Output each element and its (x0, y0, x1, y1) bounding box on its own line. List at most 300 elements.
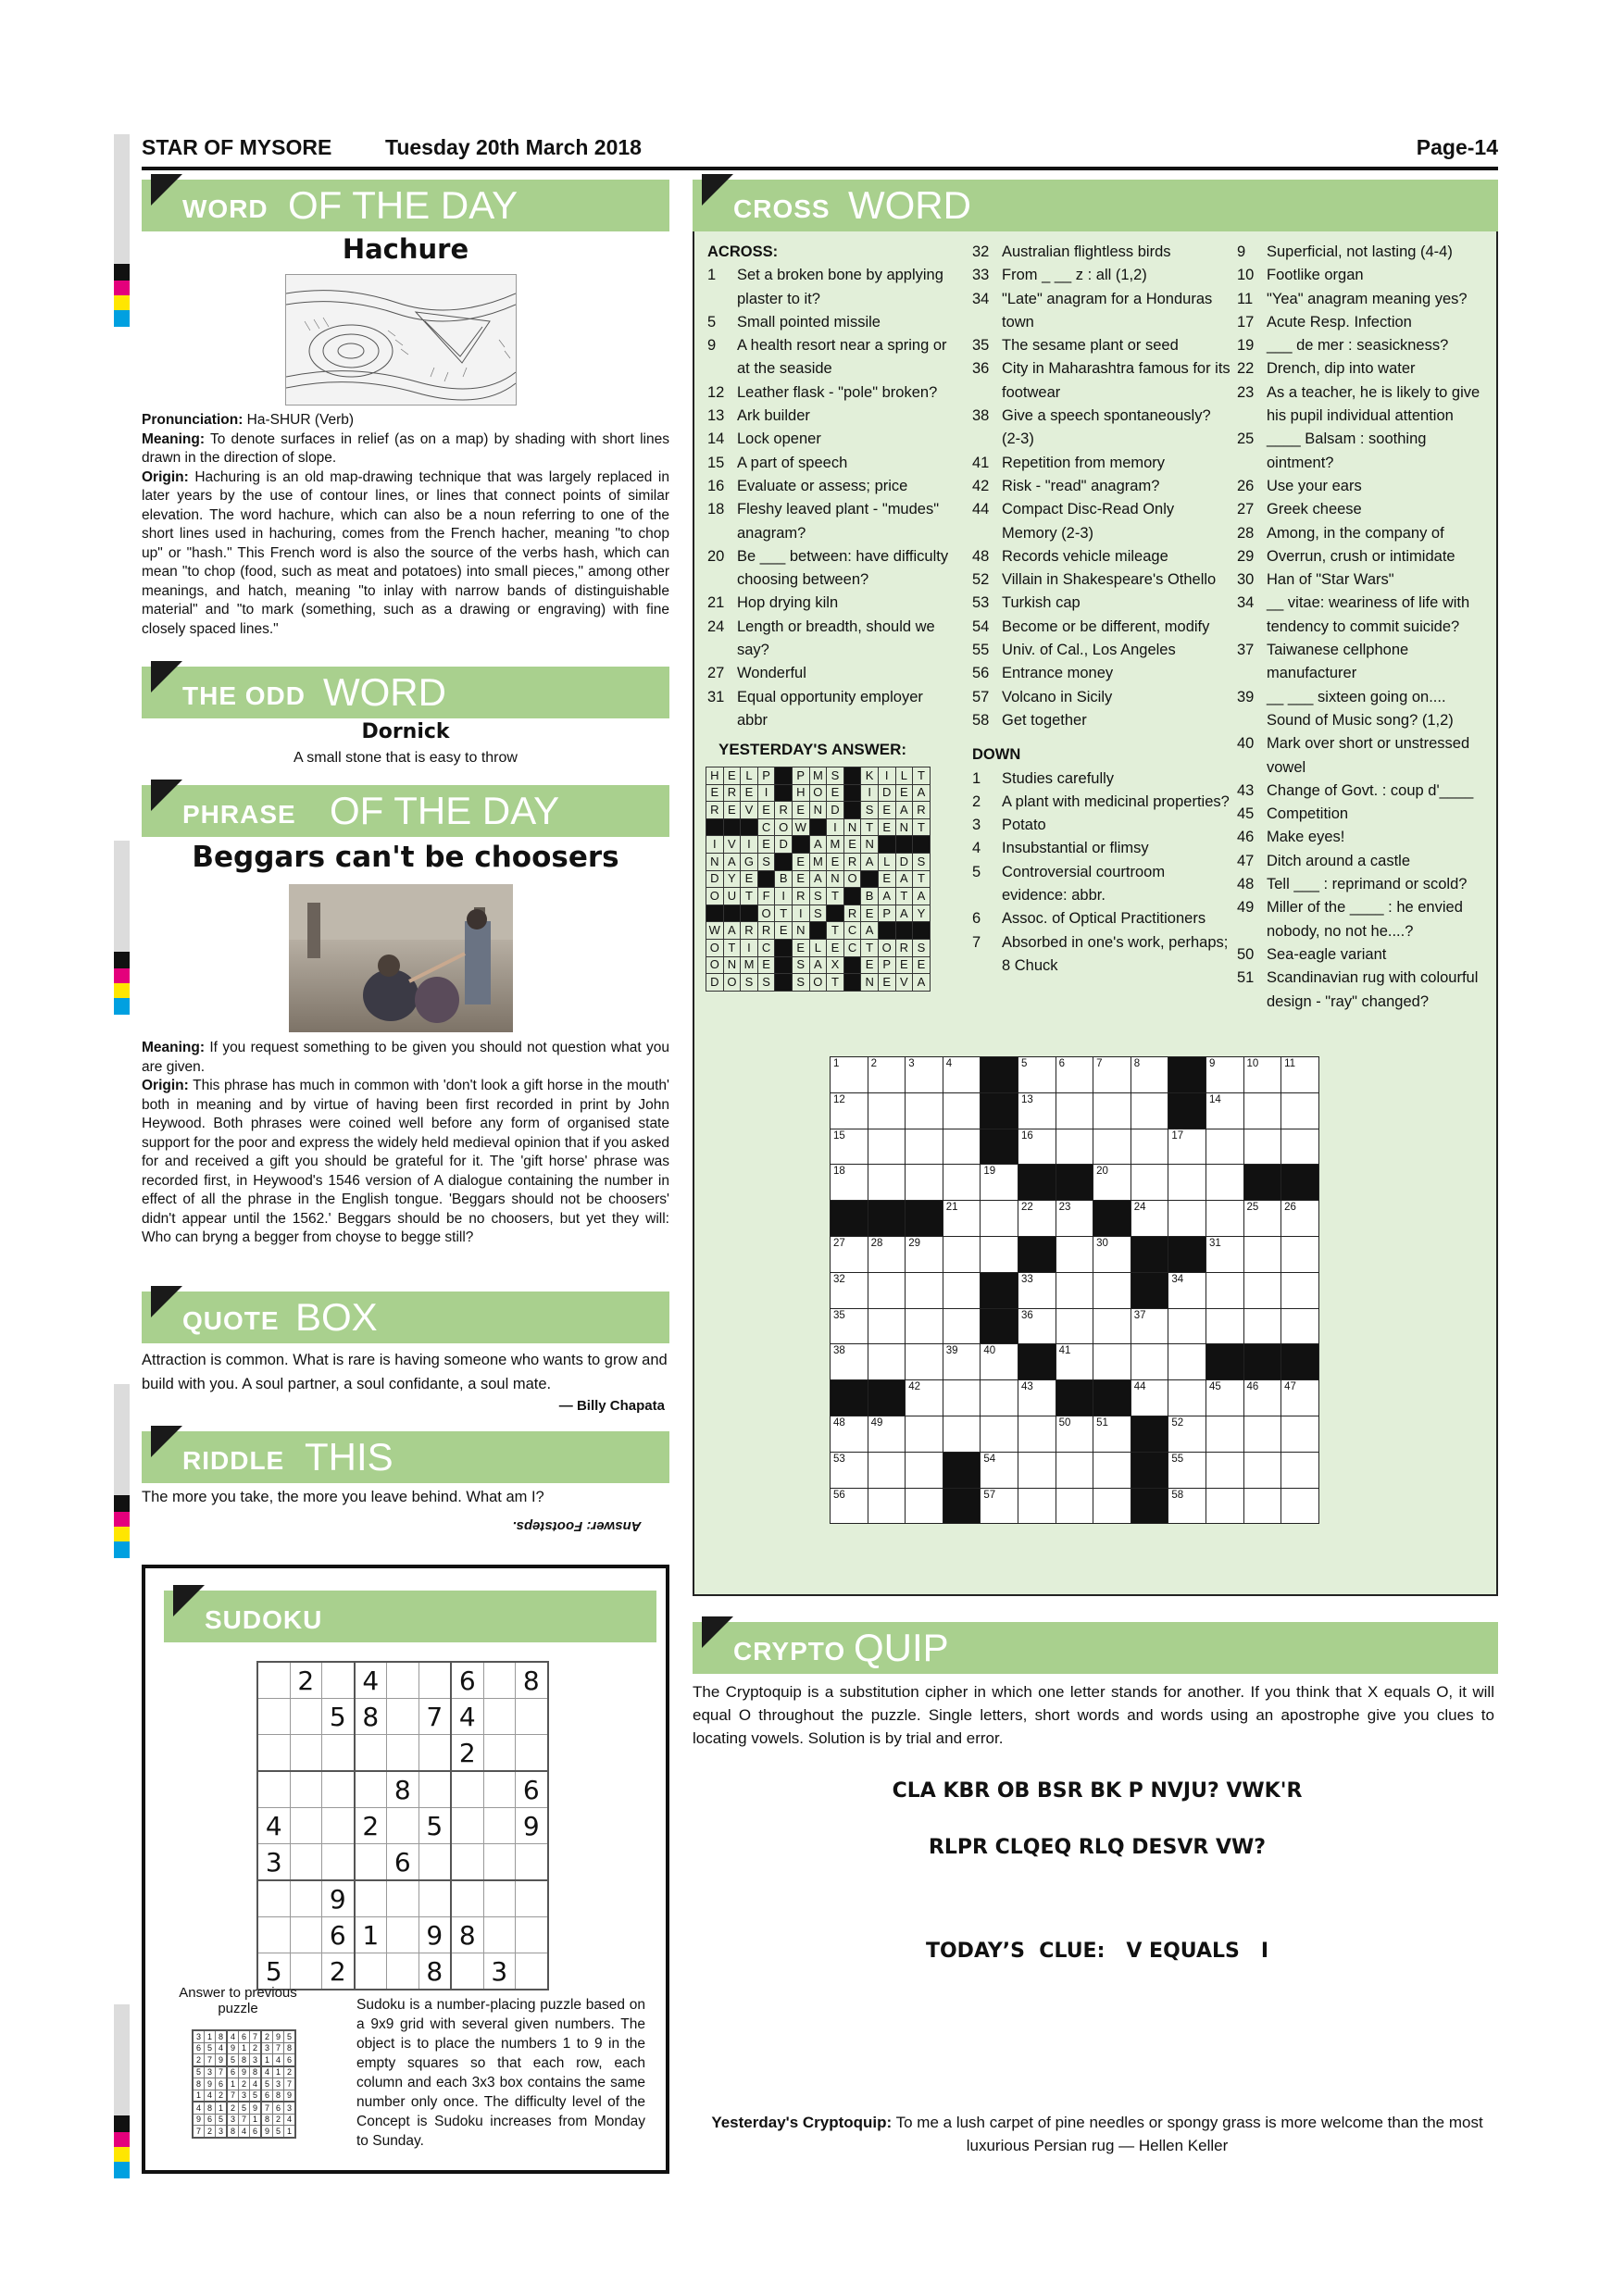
answer-cell (895, 922, 913, 940)
sudoku-cell[interactable] (418, 1771, 451, 1808)
crossword-cell[interactable] (1093, 1308, 1131, 1344)
riddle-text: The more you take, the more you leave behind. What am I? (142, 1489, 544, 1505)
crossword-cell[interactable] (1056, 1272, 1093, 1308)
crossword-cell[interactable] (831, 1272, 868, 1308)
answer-cell: 2 (227, 2102, 239, 2114)
crossword-cell[interactable] (1168, 1452, 1206, 1488)
crossword-cell[interactable] (1206, 1416, 1243, 1452)
crossword-cell[interactable] (1206, 1201, 1243, 1237)
crossword-cell[interactable] (1243, 1057, 1281, 1093)
crossword-cell[interactable] (1018, 1201, 1056, 1237)
answer-cell: 6 (193, 2042, 205, 2054)
crossword-cell[interactable] (1243, 1488, 1281, 1524)
clue-number: 43 (1237, 781, 1255, 799)
crossword-cell[interactable] (906, 1129, 943, 1165)
crossword-cell[interactable] (1168, 1344, 1206, 1380)
sudoku-cell[interactable] (290, 1844, 322, 1881)
sudoku-cell[interactable] (257, 1735, 290, 1772)
crossword-cell[interactable] (1281, 1452, 1319, 1488)
sudoku-cell[interactable] (483, 1771, 516, 1808)
crossword-cell[interactable] (943, 1272, 981, 1308)
crossword-cell[interactable] (943, 1344, 981, 1380)
crossword-cell[interactable] (1093, 1092, 1131, 1129)
crossword-cell[interactable] (943, 1380, 981, 1416)
crossword-cell[interactable] (1168, 1416, 1206, 1452)
answer-cell: E (757, 802, 775, 819)
crossword-cell[interactable] (868, 1272, 906, 1308)
crossword-cell[interactable] (1131, 1057, 1168, 1093)
black-square (981, 1057, 1018, 1093)
cell-number: 16 (1020, 1129, 1033, 1142)
crossword-cell[interactable] (1243, 1201, 1281, 1237)
crossword-cell[interactable] (1018, 1092, 1056, 1129)
sudoku-cell[interactable] (355, 1844, 387, 1881)
crossword-cell[interactable] (1131, 1165, 1168, 1201)
clue (707, 662, 957, 685)
answer-cell: 9 (216, 2054, 228, 2066)
crossword-cell[interactable] (831, 1452, 868, 1488)
sudoku-cell[interactable] (257, 1662, 290, 1699)
clue-number: 19 (1237, 337, 1255, 355)
crossword-cell[interactable] (868, 1129, 906, 1165)
crossword-cell[interactable] (1056, 1488, 1093, 1524)
crossword-cell[interactable] (1243, 1272, 1281, 1308)
crossword-cell[interactable] (831, 1488, 868, 1524)
crossword-cell[interactable] (831, 1416, 868, 1452)
answer-cell (843, 956, 861, 974)
sudoku-cell[interactable] (290, 1735, 322, 1772)
clue (1237, 780, 1489, 803)
crossword-cell[interactable] (943, 1236, 981, 1272)
answer-cell: S (757, 974, 775, 992)
sudoku-cell[interactable] (387, 1735, 419, 1772)
crossword-cell[interactable] (1281, 1416, 1319, 1452)
crossword-cell[interactable] (1168, 1201, 1206, 1237)
sudoku-cell[interactable] (290, 1917, 322, 1953)
answer-cell: E (827, 939, 844, 956)
sudoku-cell[interactable] (257, 1771, 290, 1808)
clue (1237, 943, 1489, 967)
answer-cell: 4 (205, 2090, 216, 2102)
crossword-cell[interactable] (1206, 1380, 1243, 1416)
answer-cell (878, 922, 895, 940)
crossword-cell[interactable] (1168, 1308, 1206, 1344)
sudoku-cell[interactable] (418, 1880, 451, 1917)
crossword-cell[interactable] (1056, 1129, 1093, 1165)
crossword-cell[interactable] (1131, 1308, 1168, 1344)
sudoku-cell[interactable] (451, 1953, 483, 1990)
crossword-cell[interactable] (1093, 1452, 1131, 1488)
sudoku-cell[interactable] (322, 1808, 355, 1844)
sudoku-cell[interactable] (483, 1844, 516, 1881)
sudoku-cell[interactable] (322, 1735, 355, 1772)
answer-cell: R (843, 905, 861, 922)
crossword-cell[interactable] (1206, 1272, 1243, 1308)
crossword-cell[interactable] (831, 1057, 868, 1093)
black-square (1168, 1057, 1206, 1093)
quote-text: Attraction is common. What is rare is having someone who wants to grow and build with you. A soul partner, a soul confidante, a soul mate. (142, 1352, 668, 1392)
clue-number: 23 (1237, 383, 1255, 401)
black-square (1281, 1344, 1319, 1380)
clue-text: Scandinavian rug with colourful design - "ray" changed? (1267, 969, 1479, 1010)
crossword-cell[interactable] (943, 1201, 981, 1237)
answer-cell: E (895, 956, 913, 974)
sudoku-cell[interactable] (355, 1771, 387, 1808)
clue-text: A plant with medicinal properties? (1002, 792, 1230, 810)
crossword-cell[interactable] (1018, 1272, 1056, 1308)
answer-cell: T (913, 767, 931, 785)
cell-number: 30 (1096, 1237, 1108, 1249)
answer-cell: I (757, 784, 775, 802)
crossword-cell[interactable] (831, 1165, 868, 1201)
sudoku-cell[interactable] (257, 1699, 290, 1735)
crossword-cell[interactable] (906, 1092, 943, 1129)
crossword-cell[interactable] (906, 1452, 943, 1488)
crossword-cell[interactable] (1093, 1236, 1131, 1272)
crossword-cell[interactable] (1281, 1380, 1319, 1416)
crossword-cell[interactable] (943, 1057, 981, 1093)
answer-cell: 2 (250, 2042, 262, 2054)
crossword-cell[interactable] (1281, 1092, 1319, 1129)
sudoku-cell[interactable] (387, 1662, 419, 1699)
answer-cell: E (757, 836, 775, 854)
answer-cell: R (723, 784, 741, 802)
sudoku-cell[interactable] (451, 1808, 483, 1844)
cell-number: 8 (1133, 1058, 1141, 1069)
sudoku-cell[interactable] (387, 1917, 419, 1953)
clue-number: 37 (1237, 642, 1255, 659)
crossword-cell[interactable] (1168, 1272, 1206, 1308)
sudoku-cell[interactable] (322, 1844, 355, 1881)
clue (1237, 686, 1489, 733)
sudoku-cell[interactable] (516, 1735, 548, 1772)
crossword-cell[interactable] (1056, 1344, 1093, 1380)
crossword-cell[interactable] (1056, 1236, 1093, 1272)
cell-number: 47 (1284, 1381, 1296, 1393)
black-square (981, 1272, 1018, 1308)
crossword-cell[interactable] (1093, 1416, 1131, 1452)
crossword-cell[interactable] (1093, 1488, 1131, 1524)
word-of-day-definition (142, 411, 669, 639)
sudoku-cell: 2 (322, 1953, 355, 1990)
banner-title-light: BOX (295, 1295, 378, 1339)
cell-number: 27 (833, 1237, 845, 1249)
black-square (1018, 1236, 1056, 1272)
crossword-cell[interactable] (906, 1416, 943, 1452)
crossword-cell[interactable] (1018, 1416, 1056, 1452)
crossword-cell[interactable] (831, 1308, 868, 1344)
crossword-cell[interactable] (1206, 1488, 1243, 1524)
sudoku-cell[interactable] (483, 1880, 516, 1917)
sudoku-cell[interactable] (451, 1844, 483, 1881)
crossword-cell[interactable] (1093, 1165, 1131, 1201)
crossword-cell[interactable] (831, 1236, 868, 1272)
sudoku-cell[interactable] (290, 1880, 322, 1917)
crossword-cell[interactable] (1056, 1416, 1093, 1452)
crossword-cell[interactable] (1243, 1236, 1281, 1272)
clue-text: Footlike organ (1267, 267, 1364, 284)
crossword-cell[interactable] (1206, 1165, 1243, 1201)
sudoku-cell[interactable] (516, 1917, 548, 1953)
crossword-cell[interactable] (1168, 1488, 1206, 1524)
sudoku-cell[interactable] (355, 1880, 387, 1917)
answer-cell: 4 (193, 2102, 205, 2114)
crossword-cell[interactable] (1018, 1057, 1056, 1093)
clue (1237, 826, 1489, 849)
answer-cell: P (757, 767, 775, 785)
crossword-cell[interactable] (1093, 1272, 1131, 1308)
answer-cell: E (706, 784, 724, 802)
crossword-cell[interactable] (906, 1380, 943, 1416)
crossword-cell[interactable] (1168, 1380, 1206, 1416)
sudoku-cell[interactable] (322, 1662, 355, 1699)
answer-cell: E (843, 836, 861, 854)
crossword-cell[interactable] (1093, 1057, 1131, 1093)
cell-number: 51 (1096, 1416, 1108, 1429)
phrase-text: Beggars can't be choosers (192, 841, 619, 874)
sudoku-cell[interactable] (483, 1662, 516, 1699)
registration-yellow (114, 983, 130, 998)
sudoku-cell[interactable] (387, 1699, 419, 1735)
answer-cell: V (741, 802, 758, 819)
crossword-cell[interactable] (1056, 1452, 1093, 1488)
crossword-cell[interactable] (1131, 1380, 1168, 1416)
sudoku-cell[interactable] (516, 1880, 548, 1917)
sudoku-cell[interactable] (516, 1953, 548, 1990)
crossword-cell[interactable] (1206, 1129, 1243, 1165)
crossword-cell[interactable] (831, 1129, 868, 1165)
registration-black (114, 1495, 130, 1512)
crossword-cell[interactable] (1168, 1129, 1206, 1165)
crossword-cell[interactable] (1018, 1380, 1056, 1416)
crossword-cell[interactable] (868, 1344, 906, 1380)
crossword-cell[interactable] (868, 1165, 906, 1201)
crossword-cell[interactable] (981, 1344, 1018, 1380)
sudoku-cell[interactable] (418, 1844, 451, 1881)
crossword-cell[interactable] (1131, 1201, 1168, 1237)
sudoku-cell[interactable] (483, 1917, 516, 1953)
registration-bar (114, 841, 130, 952)
cell-number: 19 (983, 1166, 996, 1178)
crossword-cell[interactable] (981, 1416, 1018, 1452)
cell-number: 35 (833, 1309, 845, 1321)
clue (972, 662, 1231, 685)
crossword-cell[interactable] (906, 1272, 943, 1308)
answer-cell (913, 836, 931, 854)
crossword-cell[interactable] (943, 1092, 981, 1129)
cell-number: 45 (1208, 1381, 1221, 1393)
black-square (1131, 1452, 1168, 1488)
clue (972, 545, 1231, 568)
clue-number: 18 (707, 501, 725, 518)
crossword-cell[interactable] (981, 1201, 1018, 1237)
sudoku-description: Sudoku is a number-placing puzzle based on a 9x9 grid with several given numbers. The object is to place the numbers 1 to 9 in the empty squares so that each row, each column and each 3x3 box contains the same number only once. The difficulty level of the Concept is Sudoku increases from Monday to Sunday. (356, 1997, 645, 2149)
sudoku-cell[interactable] (516, 1699, 548, 1735)
crossword-cell[interactable] (906, 1236, 943, 1272)
crossword-cell[interactable] (1131, 1129, 1168, 1165)
crossword-cell[interactable] (1168, 1165, 1206, 1201)
crossword-cell[interactable] (1018, 1488, 1056, 1524)
sudoku-cell[interactable] (387, 1880, 419, 1917)
sudoku-cell[interactable] (257, 1917, 290, 1953)
crossword-cell[interactable] (1281, 1129, 1319, 1165)
cell-number: 37 (1133, 1309, 1146, 1321)
answer-cell: S (827, 767, 844, 785)
cell-number: 41 (1058, 1345, 1071, 1357)
crossword-cell[interactable] (1243, 1092, 1281, 1129)
sudoku-cell[interactable] (257, 1880, 290, 1917)
cell-number: 58 (1171, 1489, 1184, 1501)
answer-cell (741, 818, 758, 836)
sudoku-cell[interactable] (483, 1808, 516, 1844)
clue-text: "Yea" anagram meaning yes? (1267, 290, 1468, 307)
phrase-definition (142, 1039, 669, 1248)
crossword-cell[interactable] (943, 1165, 981, 1201)
crossword-cell[interactable] (981, 1452, 1018, 1488)
sudoku-cell[interactable] (483, 1735, 516, 1772)
crossword-cell[interactable] (868, 1308, 906, 1344)
crossword-cell[interactable] (906, 1308, 943, 1344)
crossword-cell[interactable] (1131, 1092, 1168, 1129)
crossword-cell[interactable] (1281, 1308, 1319, 1344)
crossword-cell[interactable] (868, 1452, 906, 1488)
clue-number: 30 (1237, 571, 1255, 589)
crossword-cell[interactable] (1281, 1488, 1319, 1524)
riddle-banner (142, 1431, 669, 1483)
crossword-cell[interactable] (906, 1057, 943, 1093)
crossword-cell[interactable] (1018, 1129, 1056, 1165)
crossword-cell[interactable] (1243, 1308, 1281, 1344)
sudoku-cell[interactable] (290, 1699, 322, 1735)
answer-cell: A (809, 870, 827, 888)
crossword-cell[interactable] (1093, 1129, 1131, 1165)
sudoku-cell[interactable] (418, 1662, 451, 1699)
crossword-cell[interactable] (1243, 1452, 1281, 1488)
answer-cell: G (741, 853, 758, 870)
answer-cell: 3 (284, 2102, 296, 2114)
answer-cell: 2 (216, 2090, 228, 2102)
crossword-cell[interactable] (1206, 1308, 1243, 1344)
crossword-cell[interactable] (906, 1488, 943, 1524)
cell-number: 25 (1246, 1202, 1259, 1214)
answer-cell: N (809, 802, 827, 819)
crossword-cell[interactable] (868, 1416, 906, 1452)
crossword-cell[interactable] (1018, 1308, 1056, 1344)
crossword-cell[interactable] (981, 1380, 1018, 1416)
answer-cell: I (792, 905, 809, 922)
crossword-cell[interactable] (981, 1236, 1018, 1272)
sudoku-cell[interactable] (451, 1880, 483, 1917)
sudoku-cell[interactable] (451, 1771, 483, 1808)
black-square (1093, 1380, 1131, 1416)
sudoku-cell[interactable] (290, 1771, 322, 1808)
crossword-cell[interactable] (1281, 1236, 1319, 1272)
sudoku-cell[interactable] (387, 1808, 419, 1844)
sudoku-box (142, 1565, 669, 2174)
sudoku-cell: 1 (355, 1917, 387, 1953)
crossword-cell[interactable] (1056, 1092, 1093, 1129)
answer-cell: T (741, 888, 758, 905)
cell-number: 29 (908, 1237, 920, 1249)
crossword-cell[interactable] (1056, 1308, 1093, 1344)
answer-cell: K (861, 767, 879, 785)
crossword-cell[interactable] (1206, 1092, 1243, 1129)
crossword-banner (693, 180, 1498, 231)
crossword-cell[interactable] (1281, 1201, 1319, 1237)
sudoku-cell: 9 (418, 1917, 451, 1953)
clue-text: Repetition from memory (1002, 454, 1166, 471)
clue-number: 55 (972, 642, 990, 659)
crossword-cell[interactable] (868, 1092, 906, 1129)
clue-text: Overrun, crush or intimidate (1267, 547, 1455, 565)
cell-number: 7 (1096, 1058, 1103, 1069)
sudoku-cell: 7 (418, 1699, 451, 1735)
crossword-cell[interactable] (981, 1488, 1018, 1524)
answer-cell: 2 (193, 2054, 205, 2066)
crossword-cell[interactable] (1206, 1452, 1243, 1488)
answer-cell: M (809, 767, 827, 785)
sudoku-cell[interactable] (355, 1735, 387, 1772)
sudoku-cell[interactable] (290, 1808, 322, 1844)
sudoku-cell[interactable] (355, 1953, 387, 1990)
crossword-cell[interactable] (1056, 1057, 1093, 1093)
crossword-cell[interactable] (943, 1416, 981, 1452)
sudoku-cell: 3 (257, 1844, 290, 1881)
sudoku-cell[interactable] (516, 1844, 548, 1881)
crossword-cell[interactable] (1206, 1236, 1243, 1272)
answer-cell: T (827, 974, 844, 992)
sudoku-cell[interactable] (322, 1771, 355, 1808)
answer-cell: N (843, 818, 861, 836)
crossword-cell[interactable] (1018, 1452, 1056, 1488)
crossword-cell[interactable] (1243, 1416, 1281, 1452)
sudoku-cell[interactable] (387, 1953, 419, 1990)
sudoku-cell: 8 (418, 1953, 451, 1990)
crossword-cell[interactable] (1243, 1129, 1281, 1165)
crossword-cell[interactable] (1206, 1057, 1243, 1093)
crossword-cell[interactable] (1093, 1344, 1131, 1380)
crossword-cell[interactable] (831, 1092, 868, 1129)
crossword-cell[interactable] (1281, 1057, 1319, 1093)
answer-cell: 3 (261, 2042, 273, 2054)
crossword-cell[interactable] (1131, 1344, 1168, 1380)
crossword-cell[interactable] (1056, 1201, 1093, 1237)
answer-cell: 6 (273, 2102, 284, 2114)
crossword-cell[interactable] (981, 1165, 1018, 1201)
crossword-cell[interactable] (831, 1344, 868, 1380)
crossword-cell[interactable] (868, 1236, 906, 1272)
crossword-cell[interactable] (906, 1165, 943, 1201)
sudoku-cell[interactable] (418, 1735, 451, 1772)
answer-cell (843, 767, 861, 785)
clue-number: 24 (707, 618, 725, 635)
clue (972, 931, 1231, 979)
clue-number: 29 (1237, 547, 1255, 565)
crossword-cell[interactable] (1281, 1272, 1319, 1308)
crossword-cell[interactable] (943, 1129, 981, 1165)
crossword-cell[interactable] (906, 1344, 943, 1380)
crossword-cell[interactable] (943, 1308, 981, 1344)
crossword-cell[interactable] (868, 1057, 906, 1093)
answer-cell: 6 (250, 2126, 262, 2138)
crossword-cell[interactable] (1243, 1380, 1281, 1416)
crossword-cell[interactable] (868, 1488, 906, 1524)
clue (1237, 241, 1489, 264)
sudoku-cell[interactable] (483, 1699, 516, 1735)
clue (972, 288, 1231, 335)
answer-cell: 6 (284, 2054, 296, 2066)
clue-number: 39 (1237, 688, 1255, 705)
